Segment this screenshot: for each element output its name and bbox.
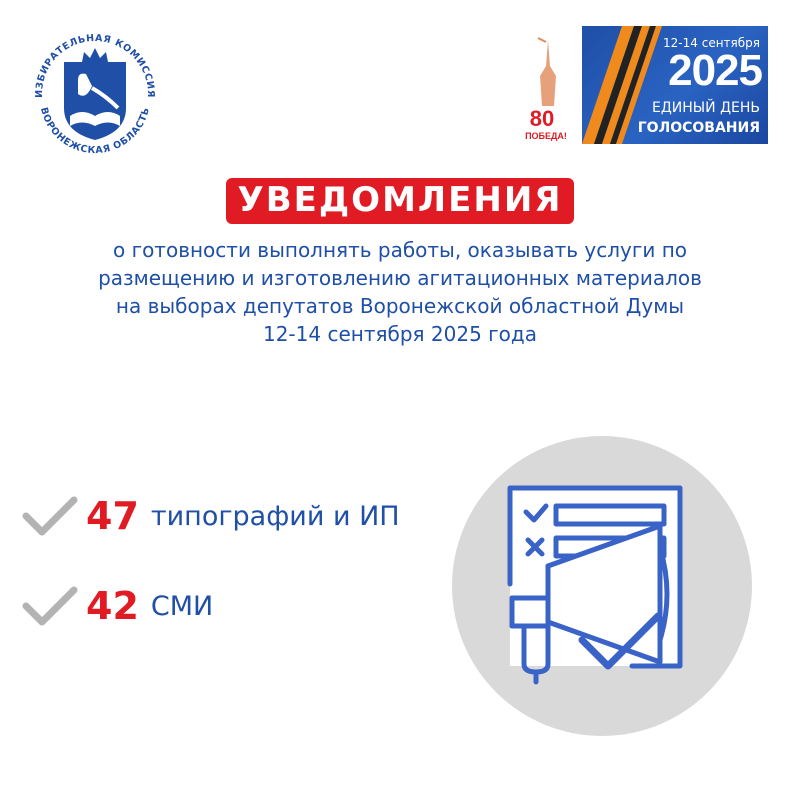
stat-label: типографий и ИП xyxy=(150,500,400,532)
stat-media xyxy=(22,584,213,628)
victory-80-emblem xyxy=(520,36,576,144)
check-icon xyxy=(22,586,78,626)
banner-year: 2025 xyxy=(668,46,762,95)
banner-dates: 12-14 сентября xyxy=(663,36,760,50)
election-commission-logo xyxy=(20,16,170,166)
subtitle-line: на выборах депутатов Воронежской областной Думы xyxy=(115,294,685,318)
heading-container xyxy=(0,178,800,224)
subtitle-line: о готовности выполнять работы, оказывать услуги по xyxy=(112,238,688,262)
victory-number: 80 xyxy=(529,106,555,131)
logo-bottom-text: ВОРОНЕЖСКАЯ ОБЛАСТЬ xyxy=(37,106,153,157)
check-icon xyxy=(22,496,78,536)
banner-line1: ЕДИНЫЙ ДЕНЬ xyxy=(652,100,760,116)
stat-printers xyxy=(22,494,400,538)
shield-icon xyxy=(64,62,126,140)
page-title: УВЕДОМЛЕНИЯ xyxy=(226,178,575,224)
election-day-banner xyxy=(582,26,768,144)
stat-number: 42 xyxy=(86,584,139,628)
subtitle-line: размещению и изготовлению агитационных материалов xyxy=(98,266,702,290)
megaphone-illustration xyxy=(452,436,752,736)
subtitle-line: 12-14 сентября 2025 года xyxy=(262,322,538,346)
logo-top-text: ИЗБИРАТЕЛЬНАЯ КОМИССИЯ xyxy=(33,32,157,98)
victory-label: ПОБЕДА! xyxy=(525,131,567,141)
banner-line2: ГОЛОСОВАНИЯ xyxy=(637,120,760,136)
subtitle xyxy=(0,236,800,348)
stat-label: СМИ xyxy=(150,590,214,622)
stat-number: 47 xyxy=(86,494,139,538)
